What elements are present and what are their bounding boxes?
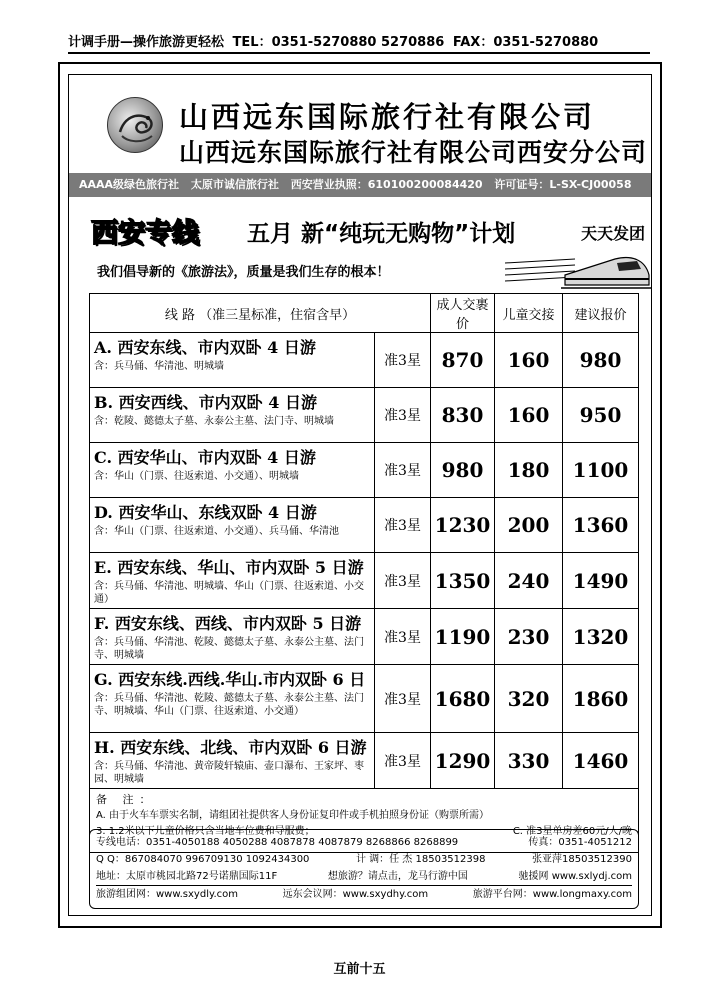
hotel-standard: 准3星	[375, 665, 431, 733]
child-price: 320	[495, 665, 563, 733]
contact-box	[89, 829, 639, 909]
route-name: H. 西安东线、北线、市内双卧 6 日游	[94, 738, 367, 757]
table-row	[90, 609, 639, 665]
website-2[interactable]: 远东会议网：www.sxydhy.com	[282, 889, 429, 900]
route-cell	[90, 388, 375, 443]
hotel-standard: 准3星	[375, 443, 431, 498]
company-name: 山西远东国际旅行社有限公司	[179, 100, 596, 134]
table-row	[90, 443, 639, 498]
hotel-standard: 准3星	[375, 553, 431, 609]
notes-title: 备 注：	[96, 793, 157, 806]
adult-price: 1680	[431, 665, 495, 733]
route-includes: 含：兵马俑、华清池、乾陵、懿德太子墓、永泰公主墓、法门寺、明城墙、华山（门票、往返索道、小交通）	[94, 693, 364, 717]
table-row	[90, 388, 639, 443]
top-banner	[68, 34, 650, 54]
route-includes: 含：兵马俑、华清池、明城墙	[94, 361, 224, 372]
website-1[interactable]: 旅游组团网：www.sxydly.com	[96, 889, 238, 900]
route-includes: 含：兵马俑、华清池、黄帝陵轩辕庙、壶口瀑布、王家坪、枣园、明城墙	[94, 761, 364, 785]
suggested-price: 1490	[563, 553, 639, 609]
adult-price: 830	[431, 388, 495, 443]
route-cell	[90, 333, 375, 388]
adult-price: 980	[431, 443, 495, 498]
adult-price: 870	[431, 333, 495, 388]
route-name: D. 西安华山、东线双卧 4 日游	[94, 503, 317, 522]
branch-name: 山西远东国际旅行社有限公司西安分公司	[179, 138, 648, 167]
adult-price: 1290	[431, 733, 495, 789]
license-grade: AAAA级绿色旅行社	[79, 178, 180, 191]
website-3[interactable]: 旅游平台网：www.longmaxy.com	[472, 889, 632, 900]
note-line-3: C. 准3星单房差60元/人/晚	[512, 826, 632, 837]
qq-numbers: Q Q：867084070 996709130 1092434300	[96, 854, 310, 865]
suggested-price: 1100	[563, 443, 639, 498]
route-name: G. 西安东线.西线.华山.市内双卧 6 日	[94, 670, 366, 689]
daily-departure: 天天发团	[581, 224, 646, 243]
address: 地址：太原市桃园北路72号诺鼎国际11F	[96, 871, 278, 882]
route-cell	[90, 498, 375, 553]
flyer-frame	[58, 62, 662, 928]
child-price: 160	[495, 333, 563, 388]
adult-price: 1230	[431, 498, 495, 553]
site-link[interactable]: 驰援网 www.sxlydj.com	[518, 871, 632, 882]
child-price: 240	[495, 553, 563, 609]
license-honor: 太原市诚信旅行社	[190, 178, 279, 191]
hotline: 专线电话：0351-4050188 4050288 4087878 4087879 8268866 8268899	[96, 837, 459, 848]
route-includes: 含：兵马俑、华清池、乾陵、懿德太子墓、永泰公主墓、法门寺、明城墙	[94, 637, 364, 661]
hotel-standard: 准3星	[375, 333, 431, 388]
plan-title: 五月 新“纯玩无购物”计划	[247, 221, 516, 247]
suggested-price: 1860	[563, 665, 639, 733]
child-price: 200	[495, 498, 563, 553]
header-adult: 成人交裹价	[431, 294, 495, 333]
dragon-logo-icon	[107, 97, 163, 153]
contact-address-line	[96, 868, 632, 885]
route-name: C. 西安华山、市内双卧 4 日游	[94, 448, 316, 467]
header-route: 线 路 （准三星标准，住宿含早）	[90, 294, 431, 333]
route-cell	[90, 609, 375, 665]
travel-prompt: 想旅游？请点击，龙马行游中国	[327, 871, 468, 882]
table-header-row	[90, 294, 639, 333]
suggested-price: 1360	[563, 498, 639, 553]
route-cell	[90, 665, 375, 733]
child-price: 230	[495, 609, 563, 665]
table-row	[90, 733, 639, 789]
adult-price: 1190	[431, 609, 495, 665]
top-fax: FAX：0351-5270880	[452, 35, 599, 50]
flyer-inner	[68, 74, 652, 916]
hotel-standard: 准3星	[375, 609, 431, 665]
route-includes: 含：华山（门票、往返索道、小交通）、明城墙	[94, 471, 299, 482]
xian-special-title: 西安专线	[91, 218, 199, 249]
contact-fax: 传真：0351-4051212	[528, 837, 632, 848]
table-row	[90, 553, 639, 609]
operator-1: 计 调：任 杰 18503512398	[355, 854, 486, 865]
contact-qq-line	[96, 851, 632, 868]
route-cell	[90, 733, 375, 789]
hotel-standard: 准3星	[375, 498, 431, 553]
header-child: 儿童交接	[495, 294, 563, 333]
table-row	[90, 498, 639, 553]
contact-hotline-line	[96, 834, 632, 851]
note-line-1: A. 由于火车车票实名制，请组团社提供客人身份证复印件或手机拍照身份证（购票所需）	[96, 810, 490, 821]
route-cell	[90, 443, 375, 498]
header-price: 建议报价	[563, 294, 639, 333]
operator-2: 张亚萍18503512390	[532, 854, 632, 865]
hotel-standard: 准3星	[375, 388, 431, 443]
top-tel: TEL：0351-5270880 5270886	[232, 35, 445, 50]
route-includes: 含：兵马俑、华清池、明城墙、华山（门票、往返索道、小交通）	[94, 581, 364, 605]
page-number: 互前十五	[333, 962, 386, 977]
contact-web-line	[96, 885, 632, 902]
note-line-2: 3. 1.2米以下儿童价格只含当地车位费和导服费；	[96, 826, 315, 837]
child-price: 180	[495, 443, 563, 498]
route-price-table	[89, 293, 639, 853]
hotel-standard: 准3星	[375, 733, 431, 789]
route-name: A. 西安东线、市内双卧 4 日游	[94, 338, 316, 357]
company-header	[69, 75, 651, 171]
table-row	[90, 333, 639, 388]
table-row	[90, 665, 639, 733]
top-slogan: 计调手册—操作旅游更轻松	[68, 35, 225, 50]
suggested-price: 1320	[563, 609, 639, 665]
route-name: F. 西安东线、西线、市内双卧 5 日游	[94, 614, 362, 633]
license-business: 西安营业执照：610100200084420	[290, 178, 483, 191]
suggested-price: 1460	[563, 733, 639, 789]
route-includes: 含：乾陵、懿德太子墓、永泰公主墓、法门寺、明城墙	[94, 416, 334, 427]
route-includes: 含：华山（门票、往返索道、小交通）、兵马俑、华清池	[94, 526, 339, 537]
suggested-price: 980	[563, 333, 639, 388]
bullet-train-icon	[505, 245, 651, 291]
adult-price: 1350	[431, 553, 495, 609]
route-name: E. 西安东线、华山、市内双卧 5 日游	[94, 558, 364, 577]
route-name: B. 西安西线、市内双卧 4 日游	[94, 393, 317, 412]
license-permit: 许可证号：L-SX-CJ00058	[494, 178, 632, 191]
route-cell	[90, 553, 375, 609]
child-price: 160	[495, 388, 563, 443]
child-price: 330	[495, 733, 563, 789]
suggested-price: 950	[563, 388, 639, 443]
license-bar	[69, 173, 651, 197]
slogan: 我们倡导新的《旅游法》，质量是我们生存的根本！	[97, 265, 390, 280]
